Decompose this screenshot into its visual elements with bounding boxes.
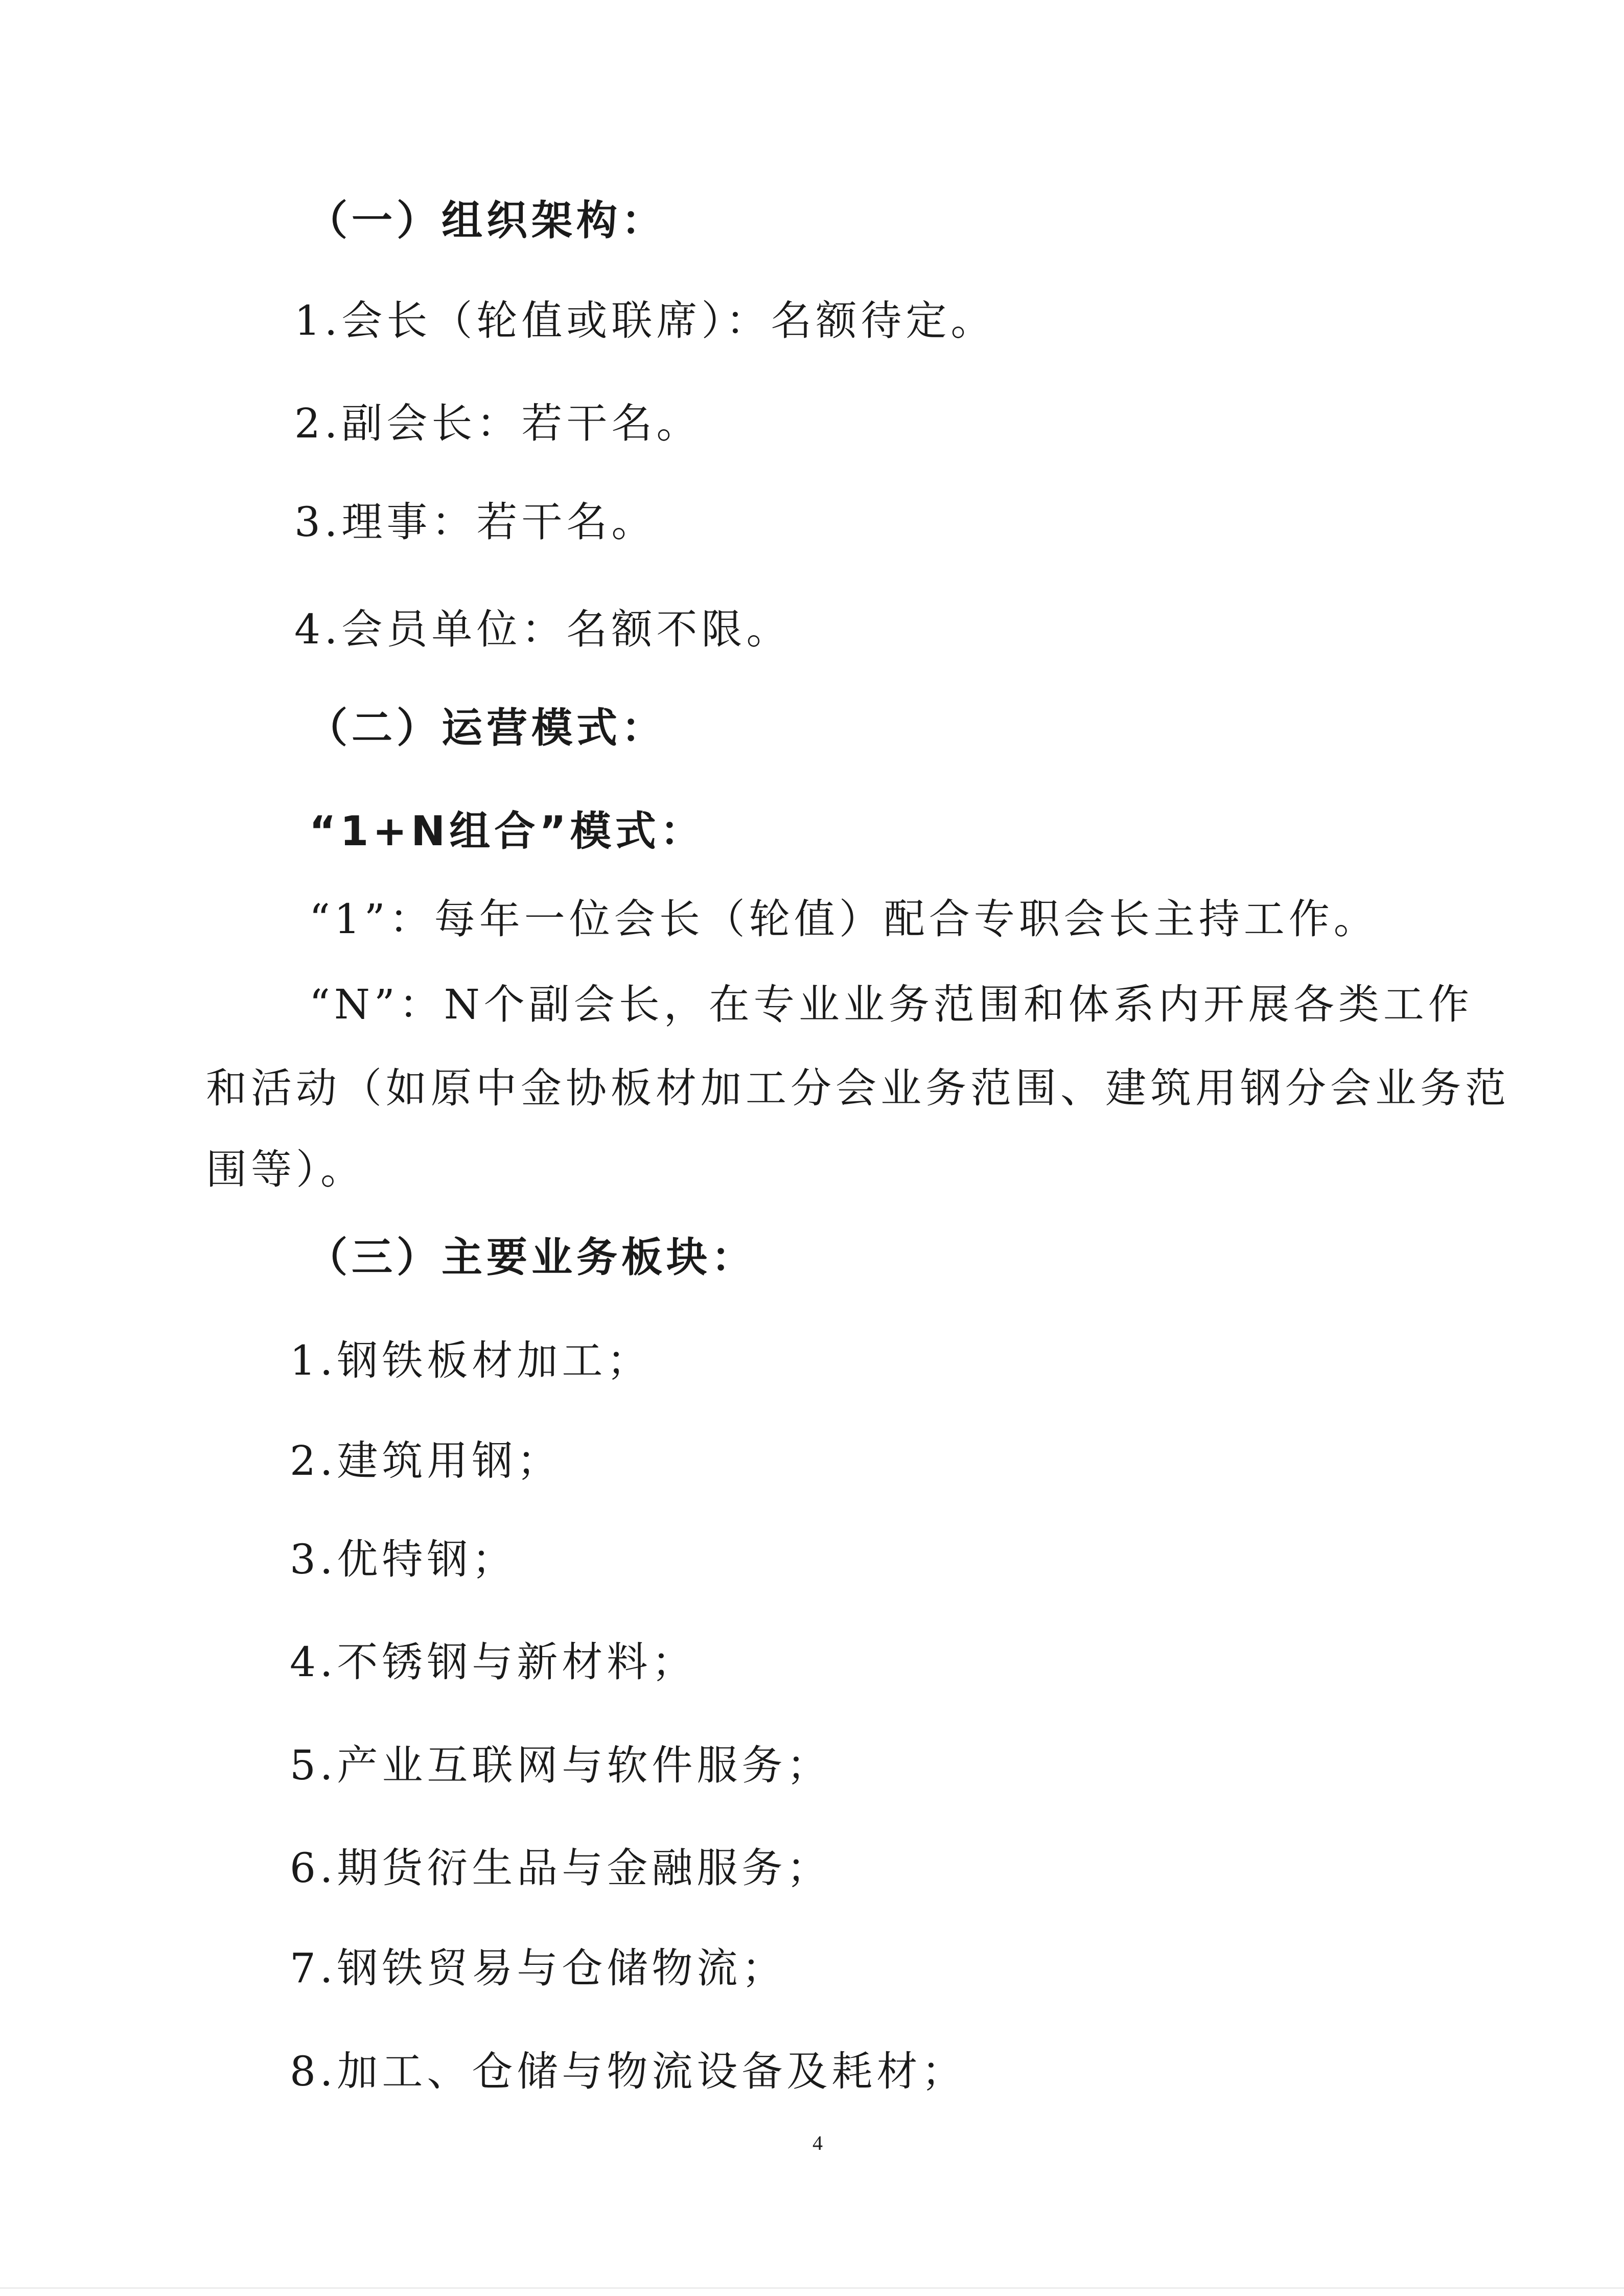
list-item: 7.钢铁贸易与仓储物流； — [290, 1944, 787, 1992]
list-item: 4.不锈钢与新材料； — [290, 1638, 697, 1686]
list-item: 6.期货衍生品与金融服务； — [290, 1844, 832, 1892]
list-item: 1.会长（轮值或联席）：名额待定。 — [294, 297, 996, 344]
paragraph-n-line: 围等）。 — [206, 1146, 365, 1193]
list-item: 2.副会长：若干名。 — [294, 400, 702, 447]
list-item: 1.钢铁板材加工； — [290, 1337, 652, 1384]
section-heading-operation: （二）运营模式： — [307, 704, 666, 752]
bottom-divider — [0, 2287, 1624, 2289]
paragraph-n-line: 和活动（如原中金协板材加工分会业务范围、建筑用钢分会业务范 — [206, 1064, 1510, 1112]
list-item: 4.会员单位：名额不限。 — [294, 606, 792, 653]
list-item: 3.优特钢； — [290, 1536, 517, 1583]
page-number: 4 — [813, 2131, 823, 2154]
section-heading-organization: （一）组织架构： — [307, 197, 666, 244]
section-heading-business: （三）主要业务板块： — [307, 1234, 756, 1281]
list-item: 8.加工、仓储与物流设备及耗材； — [290, 2048, 967, 2095]
list-item: 3.理事：若干名。 — [294, 498, 657, 546]
paragraph-1: “1”：每年一位会长（轮值）配合专职会长主持工作。 — [309, 895, 1379, 943]
list-item: 5.产业互联网与软件服务； — [290, 1742, 832, 1789]
paragraph-n-line: “N”：N个副会长，在专业业务范围和体系内开展各类工作 — [309, 981, 1473, 1028]
list-item: 2.建筑用钢； — [290, 1437, 562, 1485]
subheading-model: “1+N组合”模式： — [309, 807, 705, 855]
